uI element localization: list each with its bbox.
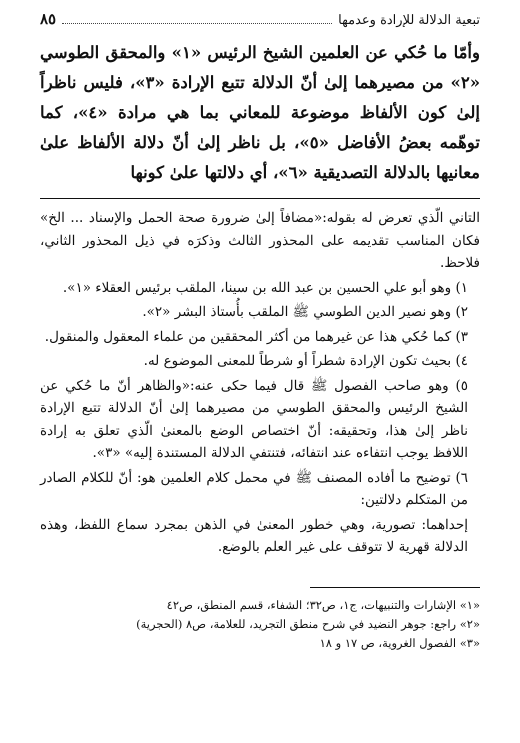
- page-number: ٨٥: [40, 10, 57, 28]
- footnote-6-continuation: إحداهما: تصورية، وهي خطور المعنىٰ في الذهن بمجرد سماع اللفظ، وهذه الدلالة قهرية لا تتوقف على غير العلم بالوضع.: [40, 516, 468, 555]
- reference-separator: [310, 587, 480, 588]
- footnote-4: ٤) بحيث تكون الإرادة شطراً أو شرطاً للمعنى الموضوع له.: [143, 353, 468, 369]
- reference-3: «٣» الفصول الغروية، ص ١٧ و ١٨: [319, 635, 480, 650]
- footnote-5: ٥) وهو صاحب الفصول ﷺ قال فيما حكى عنه:«والظاهر أنّ ما حُكي عن الشيخ الرئيس والمحقق الطوسي من مصيرهما إلىٰ أنّ الدلالة تتبع الإرادة ناظر إلىٰ هذا، وتحقيقه: أنّ اختصاص الوضع بالمعنىٰ الّذي تعلق به إرادة اللافظ يوجب انتفاءه عند انتفائه، فتنتفي الدلالة المستندة إليه» «٣».: [40, 377, 468, 461]
- header-dots: [62, 23, 332, 24]
- footnote-3: ٣) كما حُكي هذا عن غيرهما من أكثر المحققين من علماء المعقول والمنقول.: [44, 328, 468, 345]
- footnote-1: ١) وهو أبو علي الحسين بن عبد الله بن سينا، الملقب برئيس العقلاء «١».: [62, 279, 468, 296]
- running-header: [40, 10, 480, 34]
- footnotes-block: [40, 207, 480, 559]
- main-paragraph: وأمّا ما حُكي عن العلمين الشيخ الرئيس «١» والمحقق الطوسي «٢» من مصيرهما إلىٰ أنّ الدلالة تتبع الإرادة «٣»، فليس ناظراً إلىٰ كون الألفاظ موضوعة للمعاني بما هي مرادة «٤»، كما توهّمه بعضُ الأفاضل «٥»، بل ناظر إلىٰ أنّ دلالة الألفاظ علىٰ معانيها بالدلالة التصديقية «٦»، أي دلالتها علىٰ كونها: [40, 43, 481, 182]
- reference-2: «٢» راجع: جوهر النضيد في شرح منطق التجريد، للعلامة، ص٨ (الحجرية): [136, 616, 480, 631]
- reference-1: «١» الإشارات والتنبيهات، ج١، ص٣٢؛ الشفاء، قسم المنطق، ص٤٢: [166, 597, 480, 612]
- footnote-separator: [40, 198, 480, 199]
- main-text-block: [40, 38, 480, 188]
- references-block: [40, 596, 480, 653]
- header-title: تبعية الدلالة للإرادة وعدمها: [338, 13, 480, 28]
- footnote-2: ٢) وهو نصير الدين الطوسي ﷺ الملقب بأُستاذ البشر «٢».: [142, 304, 468, 320]
- footnote-6: ٦) توضيح ما أفاده المصنف ﷺ في محمل كلام العلمين هو: أنّ للكلام الصادر من المتكلم دلالتين:: [40, 469, 468, 508]
- footnote-continuation: التاني الّذي تعرض له بقوله:«مضافاً إلىٰ ضرورة صحة الحمل والإسناد ... الخ» فكان المناسب تقديمه على المحذور الثالث وذكرَه في ذيل المحذور الثاني، فلاحظ.: [40, 210, 480, 271]
